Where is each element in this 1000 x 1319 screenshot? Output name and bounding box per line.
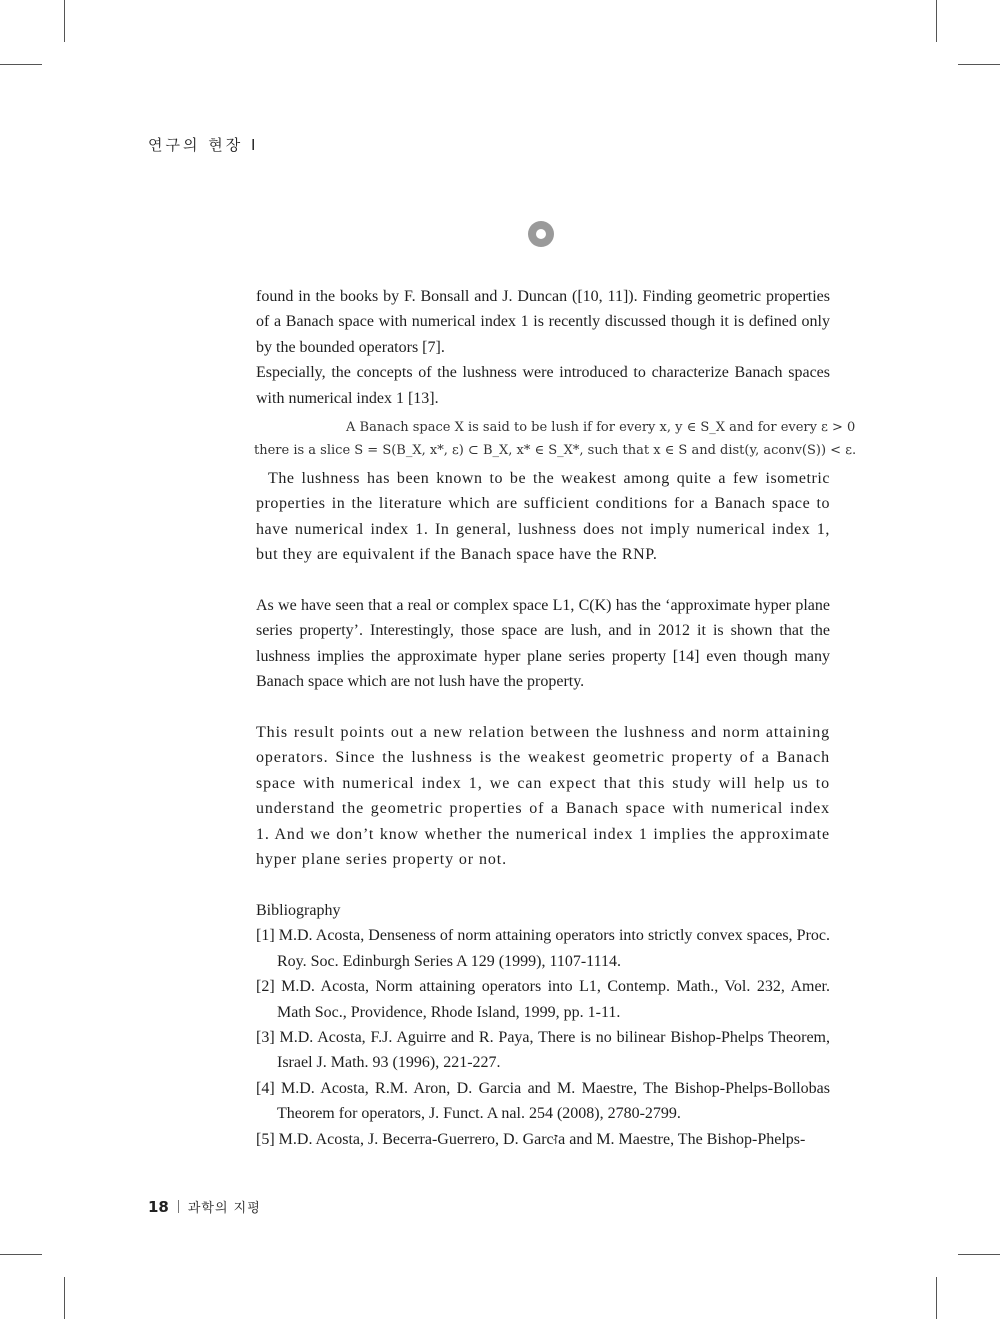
- page-number: 18: [148, 1198, 169, 1216]
- crop-mark: [936, 0, 937, 42]
- body-paragraph: As we have seen that a real or complex space L1, C(K) has the ‘approximate hyper plane series property’. Interestingly, those space are lush, and in 2012 it is shown that the lushness implies the approximate hyper plane series property [14] even though many Banach space which are not lush have the property.: [256, 597, 830, 691]
- footer-divider: [178, 1200, 179, 1213]
- bibliography-entry: [5] M.D. Acosta, J. Becerra-Guerrero, D. Garcזּa and M. Maestre, The Bishop-Phelps-: [256, 1130, 806, 1148]
- bibliography-entry: [2] M.D. Acosta, Norm attaining operators into L1, Contemp. Math., Vol. 232, Amer. Math Soc., Providence, Rhode Island, 1999, pp. 1-11.: [256, 978, 830, 1021]
- circle-ornament-icon: [528, 221, 554, 247]
- bibliography-title: Bibliography: [256, 901, 341, 919]
- article-body: [254, 284, 857, 1152]
- crop-mark: [936, 1277, 937, 1319]
- bibliography-entry: [4] M.D. Acosta, R.M. Aron, D. Garcia and M. Maestre, The Bishop-Phelps-Bollobas Theorem for operators, J. Funct. A nal. 254 (2008), 2780-2799.: [256, 1079, 830, 1123]
- body-paragraph: The lushness has been known to be the weakest among quite a few isometric properties in the literature which are sufficient conditions for a Banach space to have numerical index 1. In general, lushness does not imply numerical index 1, but they are equivalent if the Banach space have the RNP.: [256, 470, 830, 564]
- crop-mark: [64, 0, 65, 42]
- definition-line: A Banach space X is said to be lush if for every x, y ∈ S_X and for every ε > 0: [346, 420, 856, 436]
- crop-mark: [0, 64, 42, 65]
- bibliography-entry: [3] M.D. Acosta, F.J. Aguirre and R. Paya, There is no bilinear Bishop-Phelps Theorem, Israel J. Math. 93 (1996), 221-227.: [256, 1028, 830, 1072]
- crop-mark: [958, 1254, 1000, 1255]
- body-paragraph: found in the books by F. Bonsall and J. Duncan ([10, 11]). Finding geometric properties of a Banach space with numerical index 1 is recently discussed though it is defined only by the bounded operators [7].: [256, 288, 830, 356]
- body-paragraph: This result points out a new relation between the lushness and norm attaining operators. Since the lushness is the weakest geometric property of a Banach space with numerical index 1, we can expect that this study will help us to understand the geometric properties of a Banach space with numerical index 1. And we don’t know whether the numerical index 1 implies the approximate hyper plane series property or not.: [256, 724, 830, 869]
- lushness-definition: [254, 416, 857, 462]
- journal-title: 과학의 지평: [187, 1201, 261, 1216]
- bibliography-list: [256, 923, 830, 1152]
- definition-line: there is a slice S = S(B_X, x*, ε) ⊂ B_X, x* ∈ S_X*, such that x ∈ S and dist(y, aconv(S)) < ε.: [254, 443, 857, 459]
- crop-mark: [64, 1277, 65, 1319]
- crop-mark: [0, 1254, 42, 1255]
- bibliography-entry: [1] M.D. Acosta, Denseness of norm attaining operators into strictly convex spaces, Proc. Roy. Soc. Edinburgh Series A 129 (1999), 1107-1114.: [256, 927, 830, 970]
- page-footer: [148, 1197, 261, 1216]
- section-header: 연구의 현장 I: [148, 136, 259, 154]
- crop-mark: [958, 64, 1000, 65]
- body-paragraph: Especially, the concepts of the lushness were introduced to characterize Banach spaces with numerical index 1 [13].: [256, 364, 830, 407]
